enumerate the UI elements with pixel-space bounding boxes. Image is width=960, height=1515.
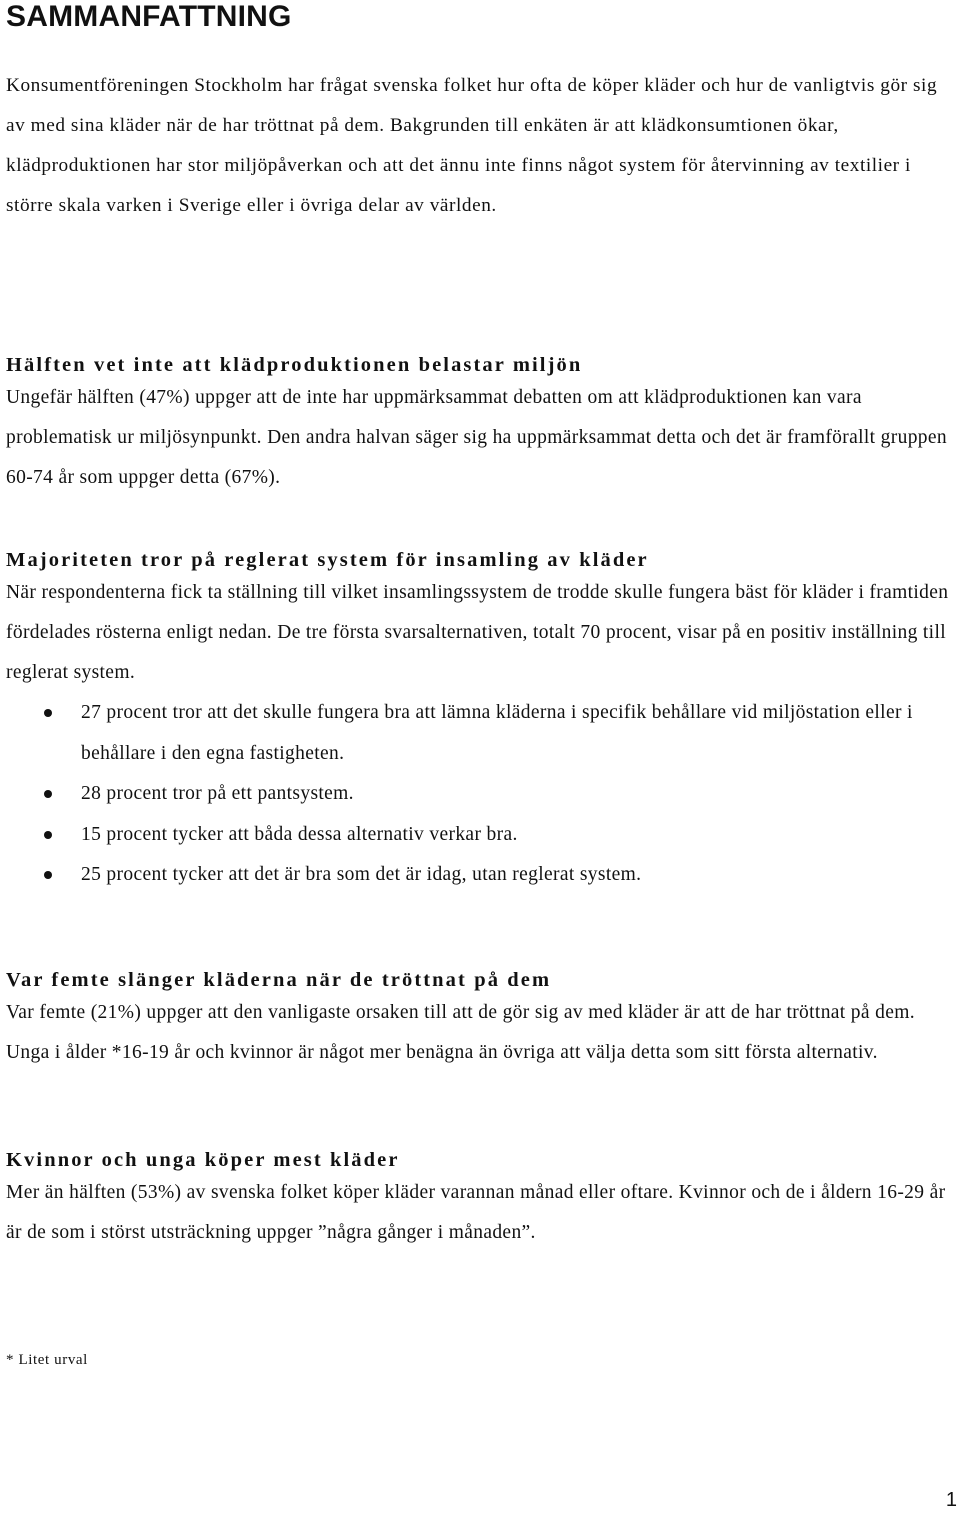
section-heading: Hälften vet inte att klädproduktionen belastar miljön [6, 354, 583, 376]
bullet-list [6, 693, 958, 896]
section-body: Var femte (21%) uppger att den vanligaste orsaken till att de gör sig av med kläder är att de har tröttnat på dem. Unga i ålder *16-19 år och kvinnor är något mer benägna än övriga att välja detta som sitt första alternativ. [6, 1002, 915, 1063]
bullet-text: 27 procent tror att det skulle fungera bra att lämna kläderna i specifik behållare vid miljöstation eller i behållare i den egna fastigheten. [81, 702, 913, 764]
bullet-text: 15 procent tycker att båda dessa alternativ verkar bra. [81, 823, 518, 845]
page-title: SAMMANFATTNING [6, 0, 292, 33]
section-body: Ungefär hälften (47%) uppger att de inte har uppmärksammat debatten om att klädproduktionen kan vara problematisk ur miljösynpunkt. Den andra halvan säger sig ha uppmärksammat detta och det är framförallt gruppen 60-74 år som uppger detta (67%). [6, 387, 948, 488]
section-body: Mer än hälften (53%) av svenska folket köper kläder varannan månad eller oftare. Kvinnor och de i åldern 16-29 år är de som i störst utsträckning uppger ”några gånger i månaden”. [6, 1182, 946, 1243]
bullet-icon [44, 831, 52, 839]
section-purchase-frequency [6, 1147, 958, 1253]
section-heading: Kvinnor och unga köper mest kläder [6, 1149, 400, 1171]
section-discard-reasons [6, 967, 958, 1073]
section-environment-awareness [6, 352, 958, 498]
intro-paragraph: Konsumentföreningen Stockholm har frågat svenska folket hur ofta de köper kläder och hur de vanligtvis gör sig av med sina kläder när de har tröttnat på dem. Bakgrunden till enkäten är att klädkonsumtionen ökar, klädproduktionen har stor miljöpåverkan och att det ännu inte finns något system för återvinning av textilier i större skala varken i Sverige eller i övriga delar av världen. [6, 75, 938, 216]
section-heading: Majoriteten tror på reglerat system för insamling av kläder [6, 549, 649, 571]
bullet-icon [44, 871, 52, 879]
bullet-item [6, 855, 958, 896]
bullet-item [6, 774, 958, 815]
bullet-icon [44, 709, 52, 717]
section-heading: Var femte slänger kläderna när de tröttnat på dem [6, 969, 552, 991]
bullet-item [6, 693, 958, 774]
bullet-text: 25 procent tycker att det är bra som det är idag, utan reglerat system. [81, 864, 642, 885]
section-collection-system [6, 547, 958, 896]
section-body: När respondenterna fick ta ställning till vilket insamlingssystem de trodde skulle fungera bäst för kläder i framtiden fördelades rösterna enligt nedan. De tre första svarsalternativen, totalt 70 procent, visar på en positiv inställning till reglerat system. [6, 582, 949, 683]
footnote: * Litet urval [6, 1352, 88, 1368]
bullet-text: 28 procent tror på ett pantsystem. [81, 783, 354, 804]
bullet-icon [44, 790, 52, 798]
page-number: 1 [945, 1489, 957, 1511]
bullet-item [6, 815, 958, 856]
